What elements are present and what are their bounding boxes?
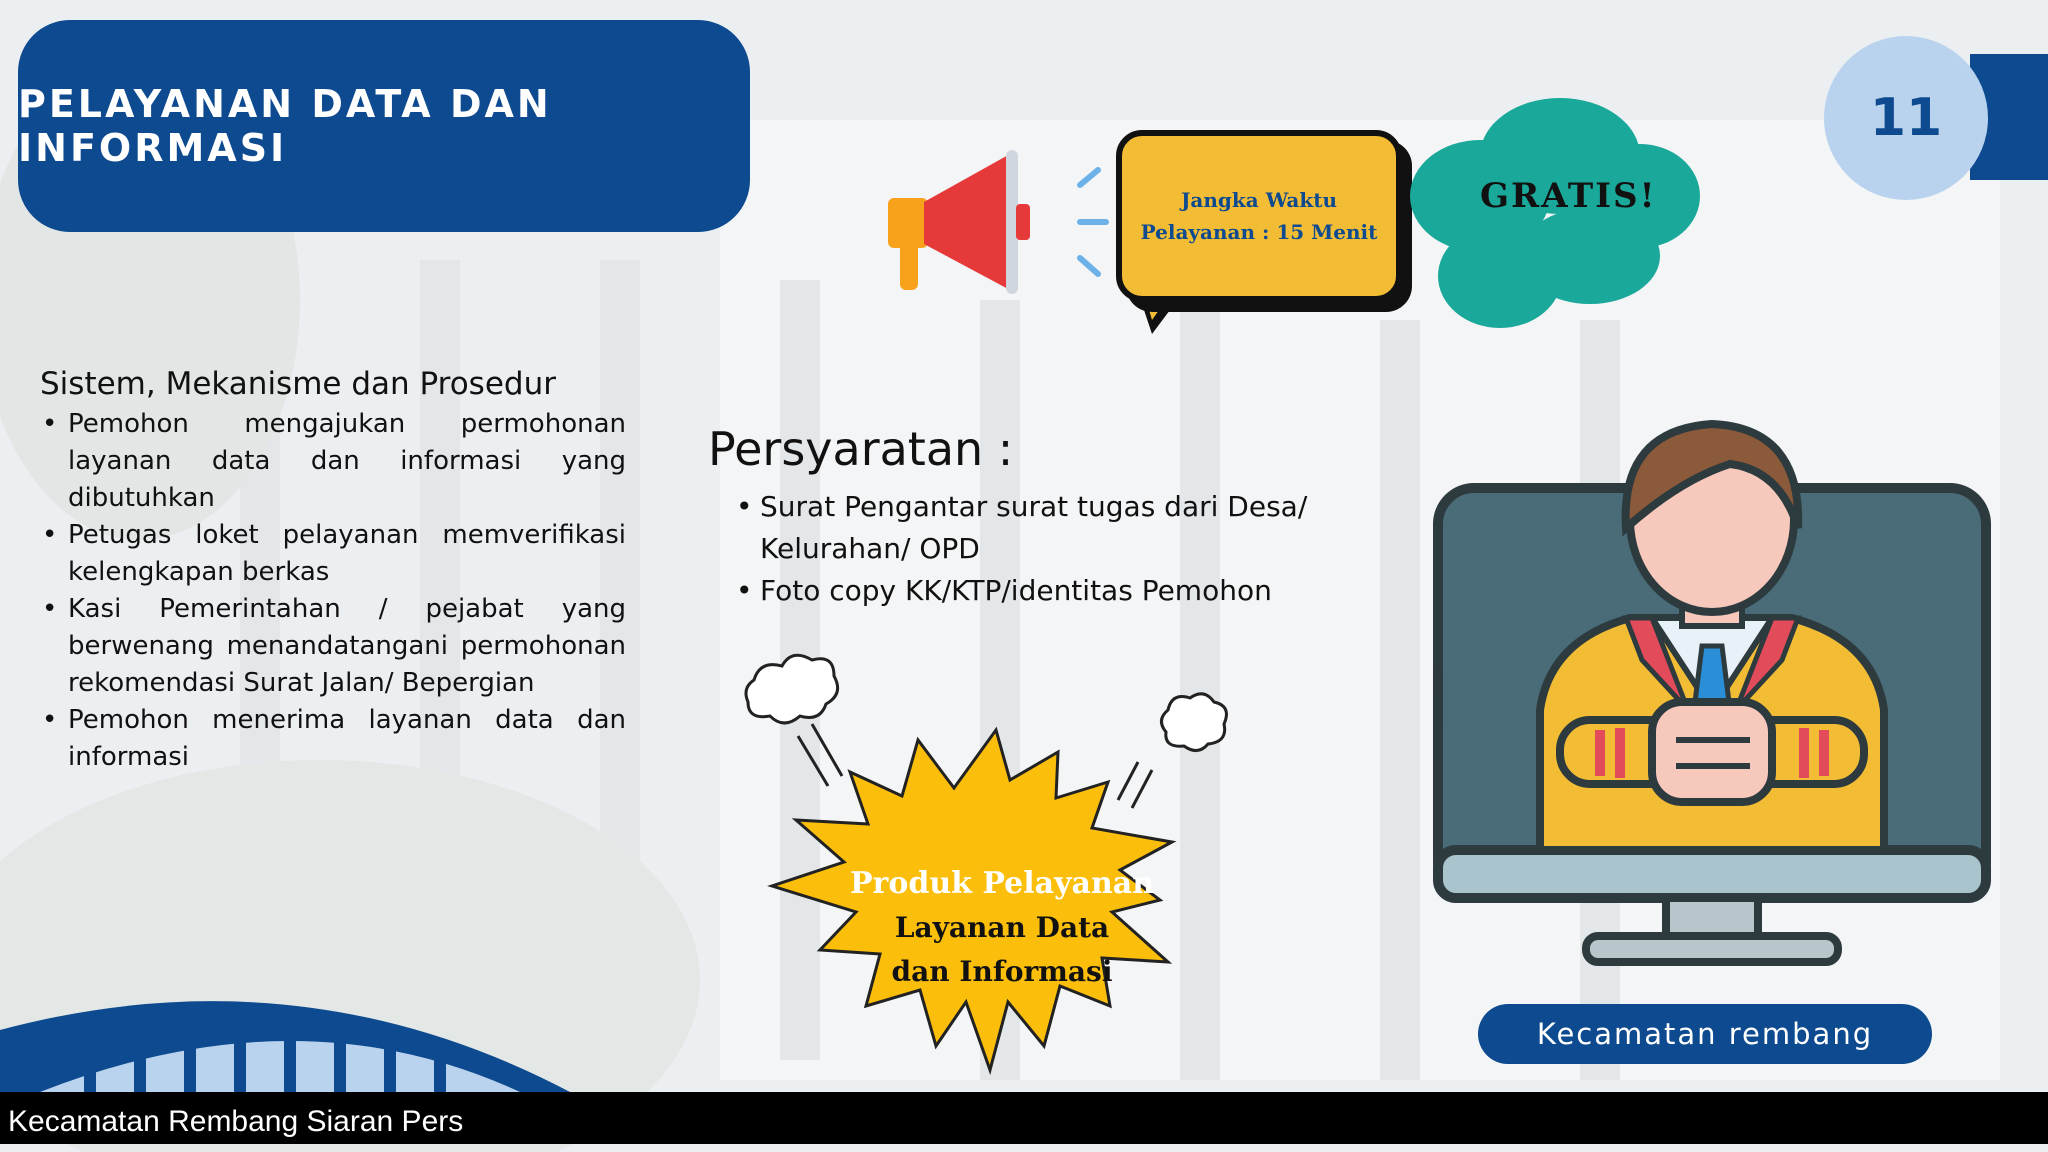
megaphone-icon [880, 140, 1110, 300]
title-banner [18, 20, 750, 232]
free-badge: GRATIS! [1480, 176, 1657, 216]
caption-text: Kecamatan Rembang Siaran Pers [8, 1105, 464, 1138]
list-item: • Pemohon menerima layanan data dan informasi [68, 702, 626, 776]
list-item: • Petugas loket pelayanan memverifikasi kelengkapan berkas [68, 517, 626, 591]
requirements-list [760, 486, 1360, 612]
list-item: • Foto copy KK/KTP/identitas Pemohon [760, 570, 1360, 612]
product-line-2: Layanan Data [894, 911, 1110, 944]
page-number: 11 [1824, 36, 1988, 200]
footer-label: Kecamatan rembang [1478, 1004, 1932, 1064]
procedure-list [38, 406, 626, 776]
service-product-label [812, 862, 1192, 994]
product-line-1: Produk Pelayanan [850, 866, 1154, 901]
page-title: PELAYANAN DATA DAN INFORMASI [18, 82, 552, 170]
duration-line-1: Jangka Waktu [1180, 188, 1338, 212]
list-item: • Kasi Pemerintahan / pejabat yang berwenang menandatangani permohonan rekomendasi Surat Jalan/ Bepergian [68, 591, 626, 702]
duration-line-2: Pelayanan : 15 Menit [1140, 220, 1378, 244]
procedure-title: Sistem, Mekanisme dan Prosedur [40, 366, 556, 402]
list-item: • Surat Pengantar surat tugas dari Desa/ Kelurahan/ OPD [760, 486, 1360, 570]
service-duration-bubble [1116, 130, 1402, 302]
product-line-3: dan Informasi [891, 955, 1113, 988]
requirements-title: Persyaratan : [708, 422, 1014, 476]
presenter-monitor-icon [1430, 410, 1994, 970]
list-item: • Pemohon mengajukan permohonan layanan data dan informasi yang dibutuhkan [68, 406, 626, 517]
